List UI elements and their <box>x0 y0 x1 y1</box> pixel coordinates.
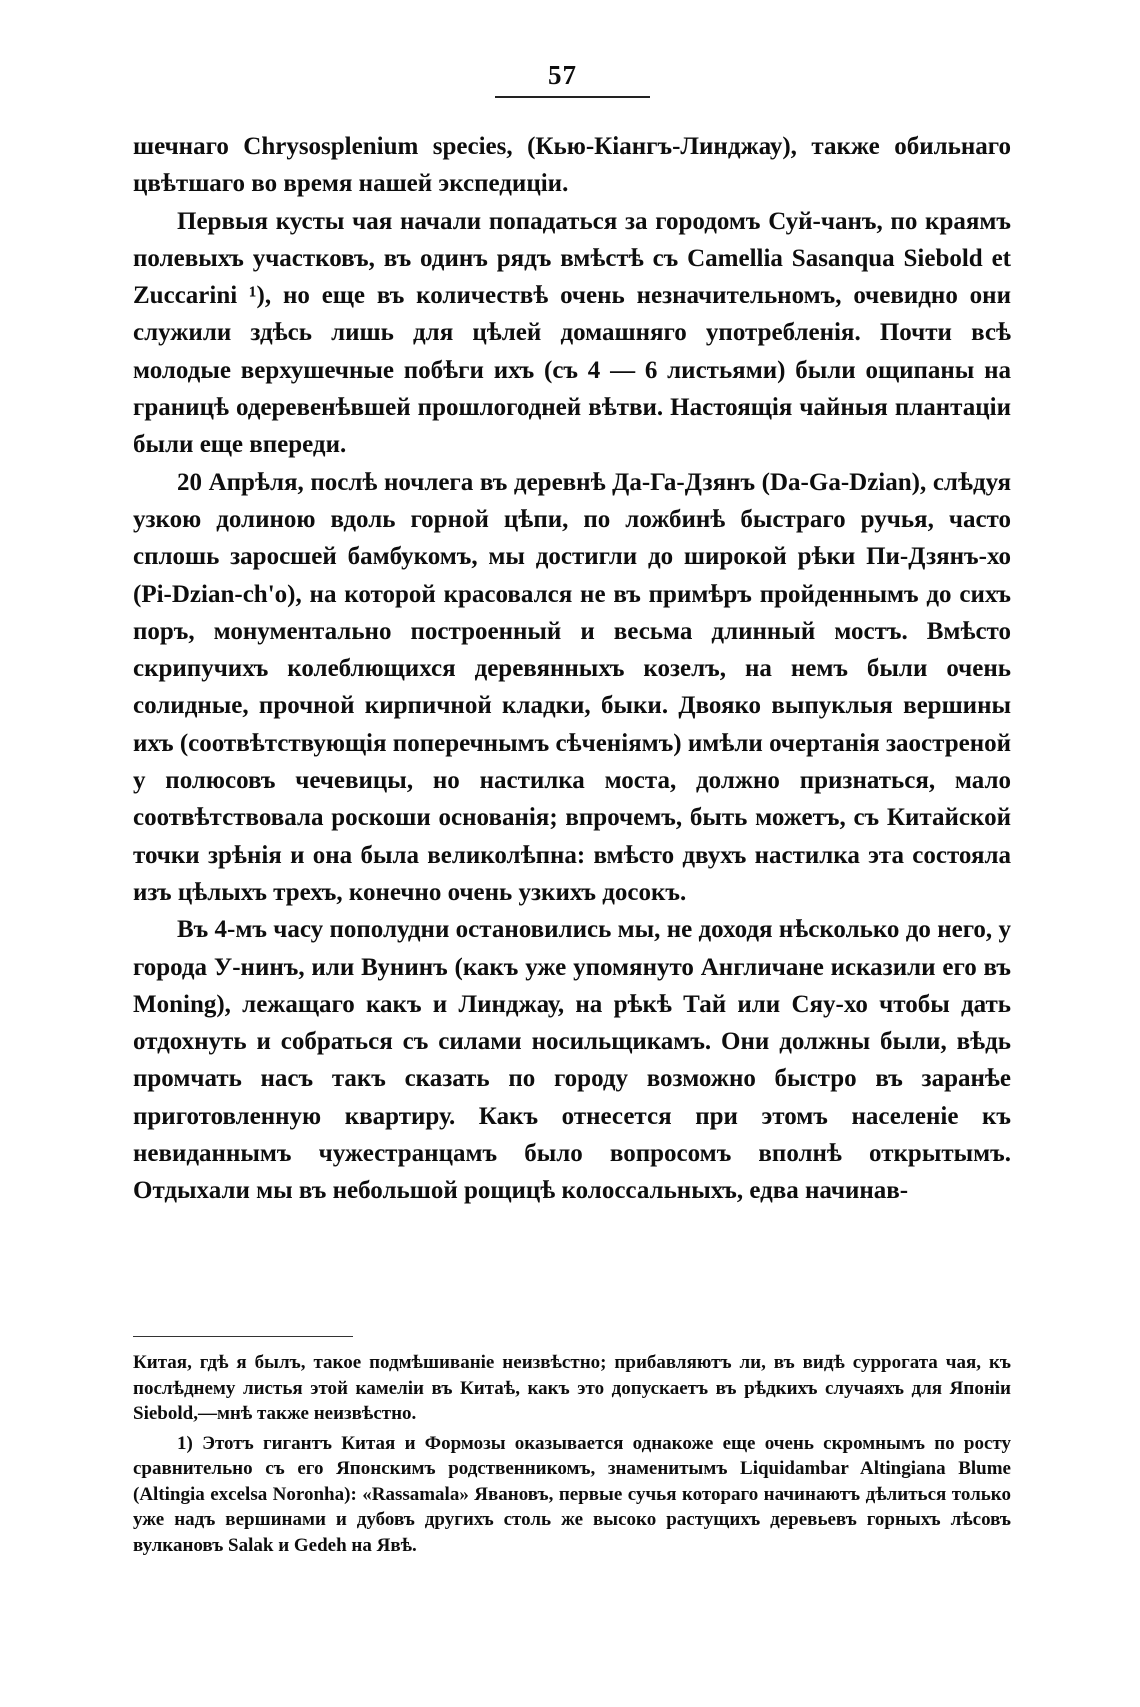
body-text <box>133 128 1011 1210</box>
paragraph-3: 20 Апрѣля, послѣ ночлега въ деревнѣ Да-Га-Дзянъ (Da-Ga-Dzian), слѣдуя узкою долиною вдоль горной цѣпи, по ложбинѣ быстраго ручья, часто сплошь заросшей бамбукомъ, мы достигли до широкой рѣки Пи-Дзянъ-хо (Pi-Dzian-ch'o), на которой красовался не въ примѣръ пройденнымъ до сихъ поръ, монументально построенный и весьма длинный мостъ. Вмѣсто скрипучихъ колеблющихся деревянныхъ козелъ, на немъ были очень солидные, прочной кирпичной кладки, быки. Двояко выпуклыя вершины ихъ (соотвѣтствующія поперечнымъ сѣченіямъ) имѣли очертанія заостреной у полюсовъ чечевицы, но настилка моста, должно признаться, мало соотвѣтствовала роскоши основанія; впрочемъ, быть можетъ, съ Китайской точки зрѣнія и она была великолѣпна: вмѣсто двухъ настилка эта состояла изъ цѣлыхъ трехъ, конечно очень узкихъ досокъ. <box>133 468 1011 906</box>
page-number: 57 <box>548 60 577 90</box>
paragraph-1: шечнаго Chrysosplenium species, (Кью-Кіангъ-Линджау), также обильнаго цвѣтшаго во время нашей экспедиціи. <box>133 133 1011 198</box>
paragraph-4: Въ 4-мъ часу пополудни остановились мы, не доходя нѣсколько до него, у города У-нинъ, или Вунинъ (какъ уже упомянуто Англичане исказили его въ Moning), лежащаго какъ и Линджау, на рѣкѣ Тай или Сяу-хо чтобы дать отдохнуть и собраться съ силами носильщикамъ. Они должны были, вѣдь промчать насъ такъ сказать по городу возможно быстро въ заранѣе приготовленную квартиру. Какъ отнесется при этомъ населеніе къ невиданнымъ чужестранцамъ было вопросомъ вполнѣ открытымъ. Отдыхали мы въ небольшой рощицѣ колоссальныхъ, едва начинав- <box>133 916 1011 1205</box>
page-number-rule <box>495 96 650 98</box>
footnotes <box>133 1350 1011 1562</box>
footnote-1: 1) Этотъ гигантъ Китая и Формозы оказывается однакоже еще очень скромнымъ по росту сравнительно съ его Японскимъ родственникомъ, знаменитымъ Liquidambar Altingiana Blume (Altingia excelsa Noronha): «Rassamala» Явановъ, первые сучья котораго начинаютъ дѣлиться только уже надъ вершинами и дубовъ другихъ столь же высоко растущихъ деревьевъ горныхъ лѣсовъ вулкановъ Salak и Gedeh на Явѣ. <box>133 1432 1011 1556</box>
paragraph-2: Первыя кусты чая начали попадаться за городомъ Суй-чанъ, по краямъ полевыхъ участковъ, въ одинъ рядъ вмѣстѣ съ Camellia Sasanqua Siebold et Zuccarini ¹), но еще въ количествѣ очень незначительномъ, очевидно они служили здѣсь лишь для цѣлей домашняго употребленія. Почти всѣ молодые верхушечные побѣги ихъ (съ 4 — 6 листьями) были ощипаны на границѣ одеревенѣвшей прошлогодней вѣтви. Настоящія чайныя плантаціи были еще впереди. <box>133 207 1011 459</box>
footnote-divider <box>133 1336 353 1337</box>
footnote-continuation: Китая, гдѣ я былъ, такое подмѣшиваніе неизвѣстно; прибавляютъ ли, въ видѣ суррогата чая, къ послѣднему листья этой камеліи въ Китаѣ, какъ это допускаетъ въ рѣдкихъ случаяхъ для Японіи Siebold,—мнѣ также неизвѣстно. <box>133 1352 1011 1424</box>
